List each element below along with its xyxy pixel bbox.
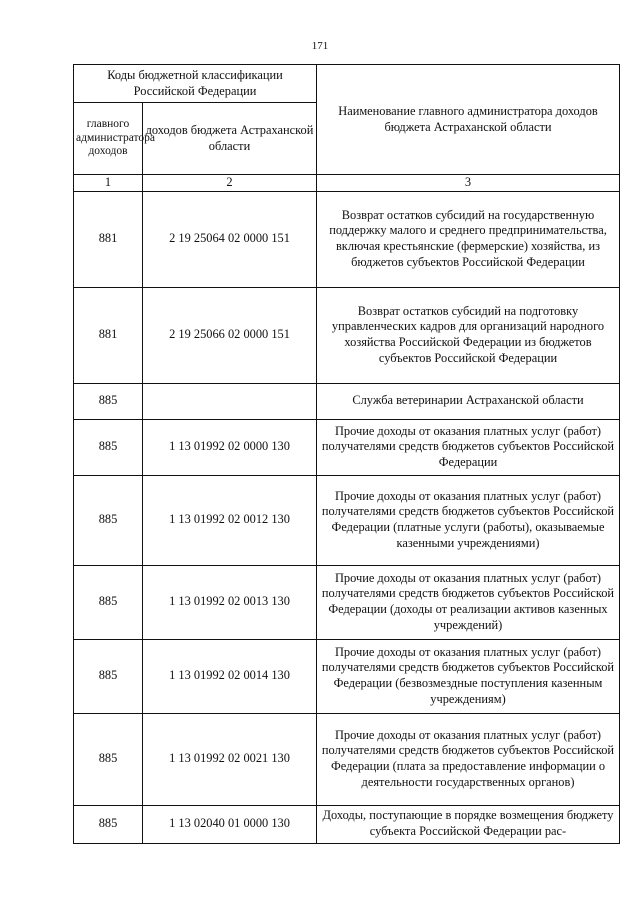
table-row <box>74 419 620 475</box>
header-admin-code: главного администратора доходов <box>74 103 143 175</box>
revenue-name-cell: Прочие доходы от оказания платных услуг (работ) получателями средств бюджетов субъектов Российской Федерации <box>317 419 620 475</box>
revenue-code-cell: 1 13 01992 02 0014 130 <box>143 639 317 713</box>
revenue-name-cell: Доходы, поступающие в порядке возмещения бюджету субъекта Российской Федерации рас- <box>317 805 620 843</box>
revenue-code-cell: 1 13 01992 02 0013 130 <box>143 565 317 639</box>
column-number: 1 <box>74 175 143 192</box>
table-row <box>74 639 620 713</box>
admin-code-cell: 885 <box>74 565 143 639</box>
revenue-name-cell: Прочие доходы от оказания платных услуг (работ) получателями средств бюджетов субъектов Российской Федерации (доходы от реализации активов казенных учреждений) <box>317 565 620 639</box>
admin-code-cell: 885 <box>74 805 143 843</box>
admin-code-cell: 885 <box>74 713 143 805</box>
admin-code-cell: 885 <box>74 639 143 713</box>
budget-classification-table <box>73 64 620 844</box>
header-row-1 <box>74 65 620 103</box>
revenue-name-cell: Возврат остатков субсидий на государственную поддержку малого и среднего предпринимательства, включая крестьянские (фермерские) хозяйства, из бюджетов субъектов Российской Федерации <box>317 191 620 287</box>
table-row <box>74 383 620 419</box>
revenue-name-cell: Прочие доходы от оказания платных услуг (работ) получателями средств бюджетов субъектов Российской Федерации (безвозмездные поступления казенным учреждениям) <box>317 639 620 713</box>
revenue-name-cell: Прочие доходы от оказания платных услуг (работ) получателями средств бюджетов субъектов Российской Федерации (плата за предоставление информации о деятельности государственных органов) <box>317 713 620 805</box>
table-row <box>74 805 620 843</box>
table-row <box>74 713 620 805</box>
header-name: Наименование главного администратора доходов бюджета Астраханской области <box>317 65 620 175</box>
revenue-code-cell: 1 13 01992 02 0012 130 <box>143 475 317 565</box>
admin-code-cell: 885 <box>74 419 143 475</box>
column-number: 3 <box>317 175 620 192</box>
table-row <box>74 565 620 639</box>
revenue-code-cell: 2 19 25066 02 0000 151 <box>143 287 317 383</box>
page-number: 171 <box>311 40 329 52</box>
admin-code-cell: 881 <box>74 287 143 383</box>
column-number-row <box>74 175 620 192</box>
revenue-code-cell: 1 13 01992 02 0021 130 <box>143 713 317 805</box>
header-codes-group: Коды бюджетной классификации Российской Федерации <box>74 65 317 103</box>
column-number: 2 <box>143 175 317 192</box>
revenue-name-cell: Возврат остатков субсидий на подготовку управленческих кадров для организаций народного хозяйства Российской Федерации из бюджетов субъектов Российской Федерации <box>317 287 620 383</box>
table-row <box>74 475 620 565</box>
admin-code-cell: 885 <box>74 475 143 565</box>
revenue-code-cell: 2 19 25064 02 0000 151 <box>143 191 317 287</box>
table-row <box>74 287 620 383</box>
administrator-name-cell: Служба ветеринарии Астраханской области <box>317 383 620 419</box>
admin-code-cell: 885 <box>74 383 143 419</box>
revenue-code-cell: 1 13 01992 02 0000 130 <box>143 419 317 475</box>
table-row <box>74 191 620 287</box>
revenue-code-cell: 1 13 02040 01 0000 130 <box>143 805 317 843</box>
header-revenue-code: доходов бюджета Астраханской области <box>143 103 317 175</box>
revenue-name-cell: Прочие доходы от оказания платных услуг (работ) получателями средств бюджетов субъектов Российской Федерации (платные услуги (работы), оказываемые казенными учреждениями) <box>317 475 620 565</box>
revenue-code-cell <box>143 383 317 419</box>
admin-code-cell: 881 <box>74 191 143 287</box>
